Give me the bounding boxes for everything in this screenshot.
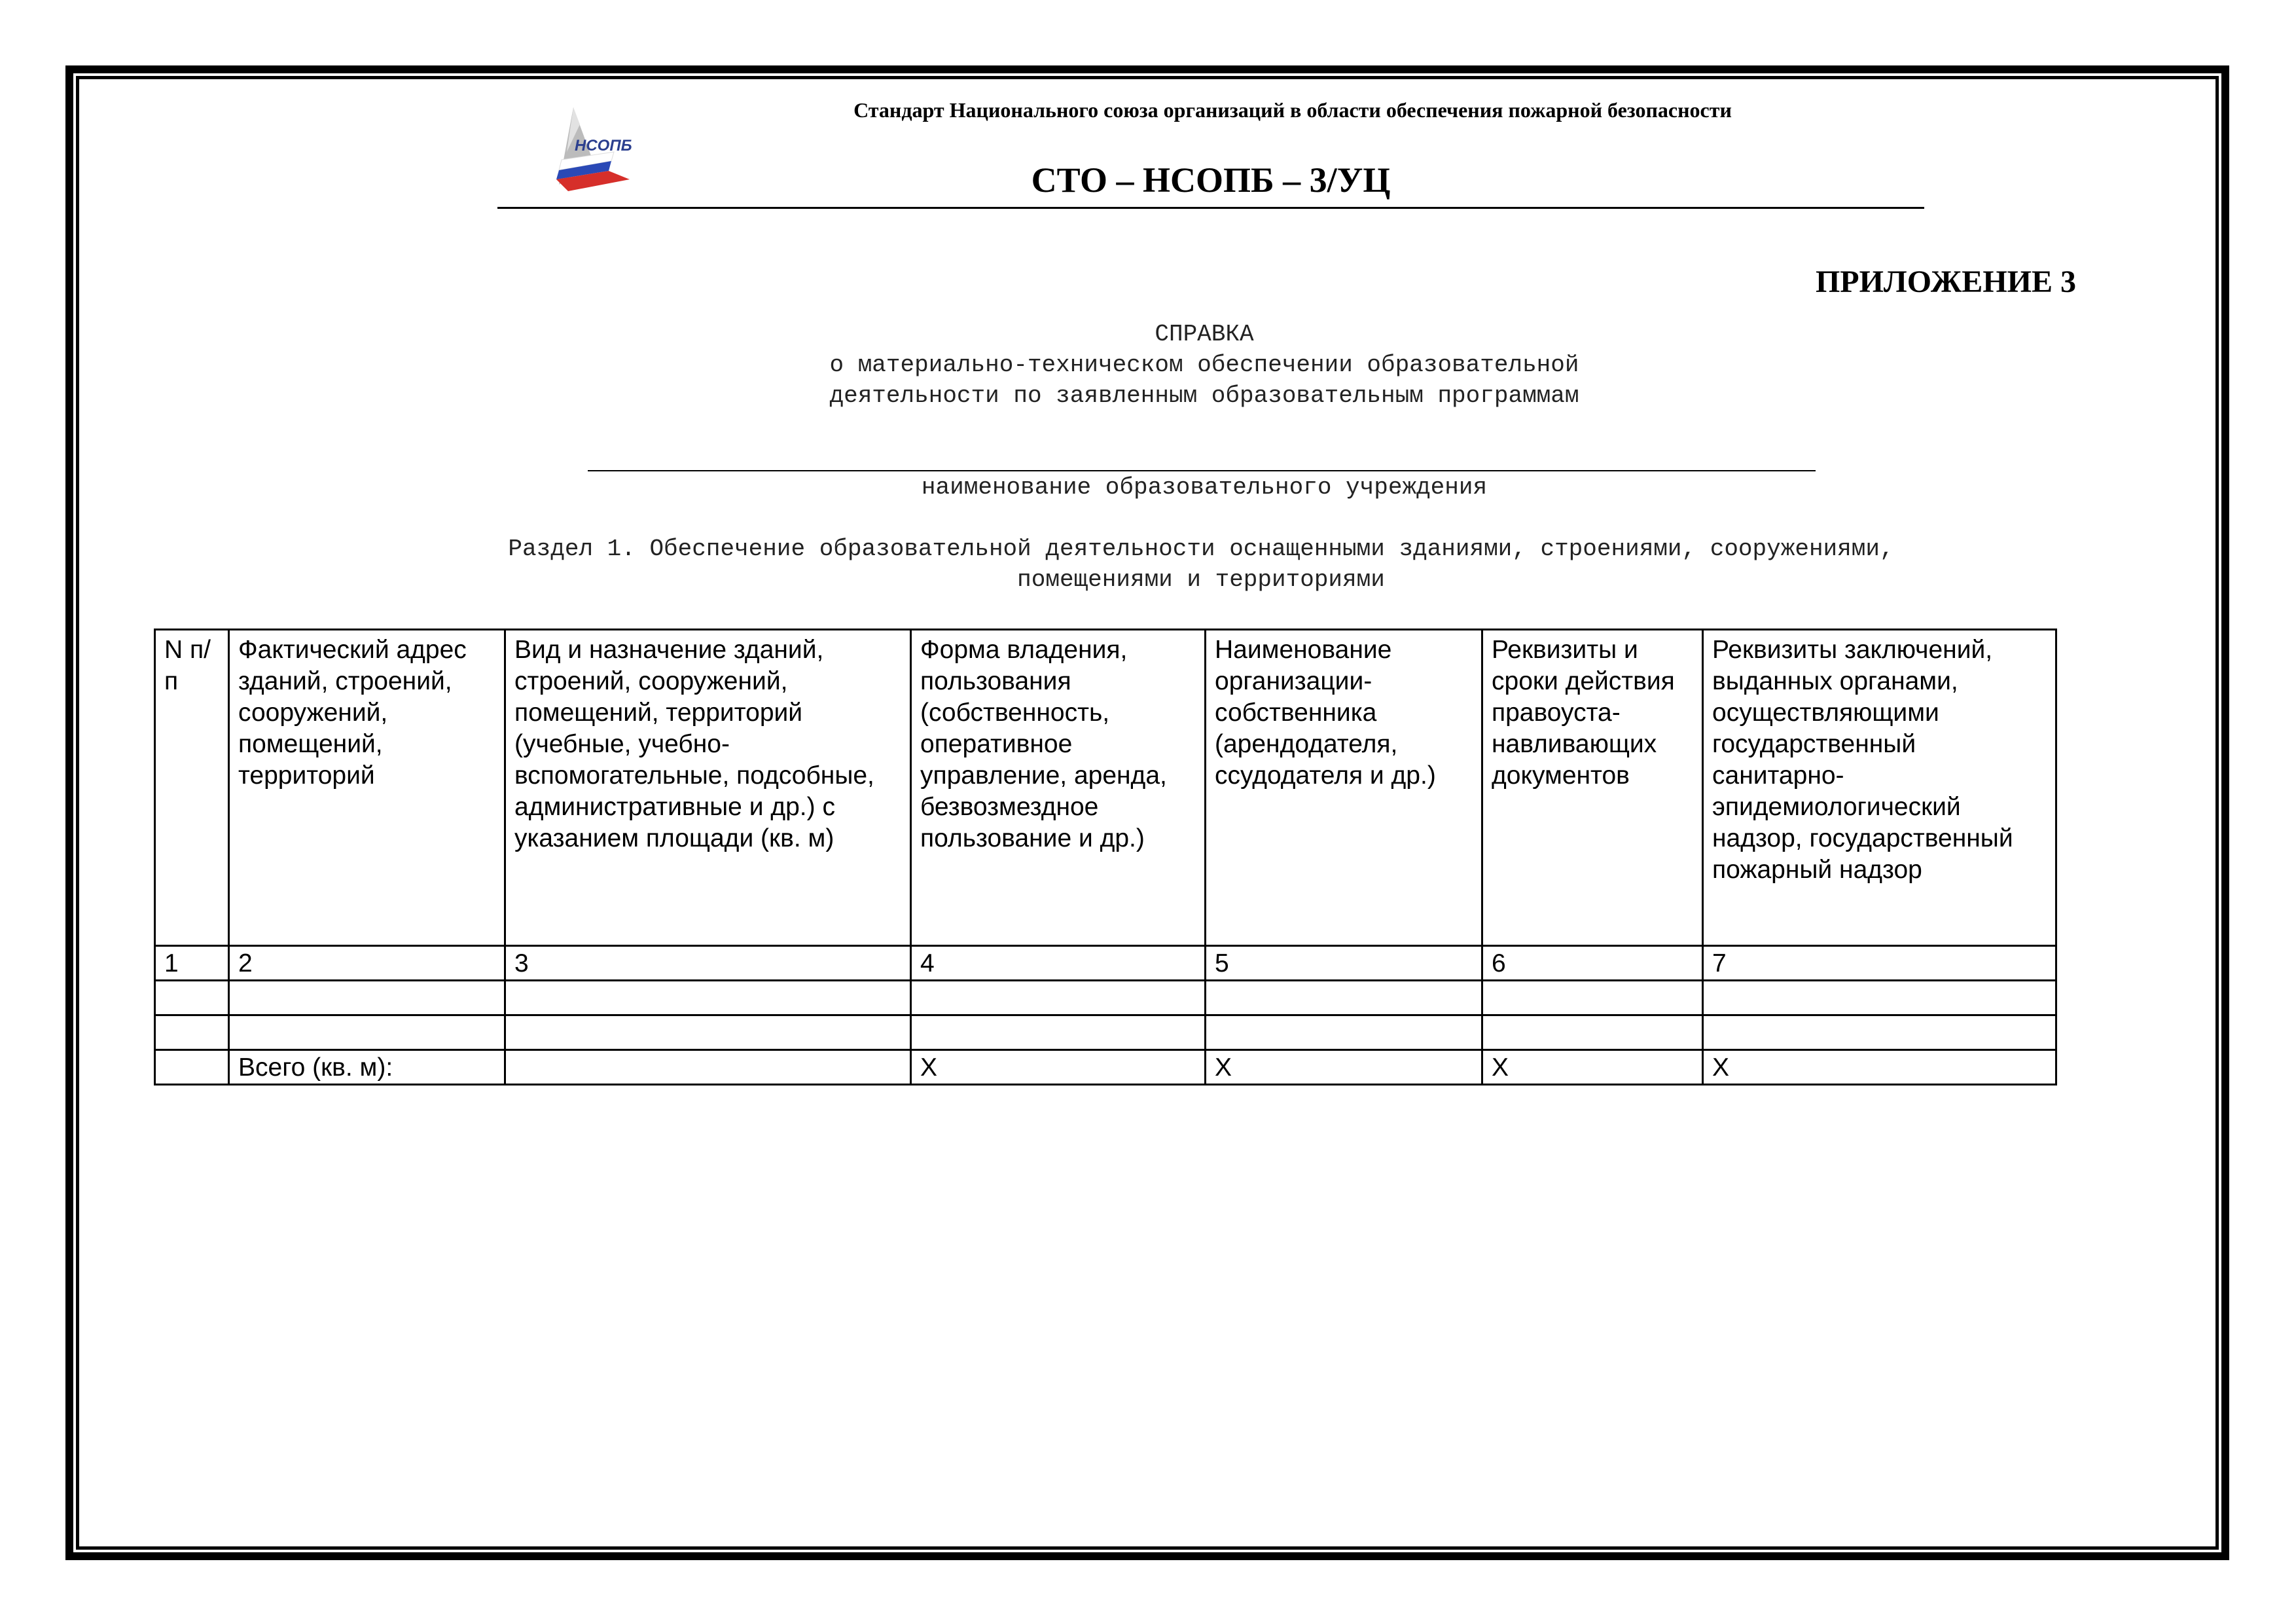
section-heading-line-2: помещениями и территориями	[1017, 566, 1385, 593]
document-code: СТО – НСОПБ – 3/УЦ	[1031, 160, 1391, 200]
total-cell: X	[1482, 1050, 1703, 1085]
header-divider	[497, 207, 1924, 209]
column-number-row	[155, 946, 2056, 981]
table-cell[interactable]	[155, 1015, 229, 1050]
reference-title: СПРАВКА	[1155, 321, 1254, 348]
facilities-table	[154, 629, 2057, 1085]
column-number: 1	[155, 946, 229, 981]
org-name-caption: наименование образовательного учреждения	[921, 474, 1488, 501]
column-number: 4	[911, 946, 1206, 981]
table-cell[interactable]	[911, 1015, 1206, 1050]
standard-title: Стандарт Национального союза организаций в области обеспечения пожарной безопасности	[853, 98, 1732, 122]
logo-text: НСОПБ	[575, 137, 632, 155]
table-cell[interactable]	[1703, 1015, 2056, 1050]
column-number: 6	[1482, 946, 1703, 981]
table-cell[interactable]	[1482, 1015, 1703, 1050]
total-cell	[155, 1050, 229, 1085]
table-cell[interactable]	[1482, 981, 1703, 1015]
header-cell-purpose: Вид и назначение зданий, строений, сооружений, помещений, территорий (учебные, учебно-вспомогательные, подсобные, административные и др.) с указанием площади (кв. м)	[505, 630, 911, 946]
appendix-label: ПРИЛОЖЕНИЕ 3	[1815, 264, 2076, 299]
total-cell: X	[1206, 1050, 1482, 1085]
header-cell-number: N п/п	[155, 630, 229, 946]
column-number: 5	[1206, 946, 1482, 981]
reference-subtitle-line-2: деятельности по заявленным образовательным программам	[829, 382, 1579, 409]
header-cell-owner-org: Наименование организации-собственника (арендодателя, ссудодателя и др.)	[1206, 630, 1482, 946]
total-row	[155, 1050, 2056, 1085]
table-cell[interactable]	[505, 981, 911, 1015]
column-number: 7	[1703, 946, 2056, 981]
header-cell-title-docs: Реквизиты и сроки действия правоуста-навливающих документов	[1482, 630, 1703, 946]
org-name-blank-line[interactable]	[588, 470, 1816, 471]
table-cell[interactable]	[505, 1015, 911, 1050]
total-label: Всего (кв. м):	[229, 1050, 505, 1085]
table-cell[interactable]	[911, 981, 1206, 1015]
table-row	[155, 981, 2056, 1015]
total-cell: X	[1703, 1050, 2056, 1085]
table-cell[interactable]	[1206, 1015, 1482, 1050]
table-cell[interactable]	[155, 981, 229, 1015]
reference-subtitle-line-1: о материально-техническом обеспечении образовательной	[829, 352, 1579, 378]
table-cell[interactable]	[229, 1015, 505, 1050]
total-cell: X	[911, 1050, 1206, 1085]
table-cell[interactable]	[229, 981, 505, 1015]
total-area-cell[interactable]	[505, 1050, 911, 1085]
table-row	[155, 1015, 2056, 1050]
column-number: 3	[505, 946, 911, 981]
section-heading-line-1: Раздел 1. Обеспечение образовательной деятельности оснащенными зданиями, строениями, сооружениями,	[508, 536, 1894, 562]
table-cell[interactable]	[1703, 981, 2056, 1015]
column-number: 2	[229, 946, 505, 981]
header-cell-address: Фактический адрес зданий, строений, сооружений, помещений, территорий	[229, 630, 505, 946]
header-cell-inspections: Реквизиты заключений, выданных органами, осуществляющими государственный санитарно-эпидемиологический надзор, государственный пожарный надзор	[1703, 630, 2056, 946]
table-cell[interactable]	[1206, 981, 1482, 1015]
table-header-row	[155, 630, 2056, 946]
header-cell-ownership: Форма владения, пользования (собственность, оперативное управление, аренда, безвозмездное пользование и др.)	[911, 630, 1206, 946]
